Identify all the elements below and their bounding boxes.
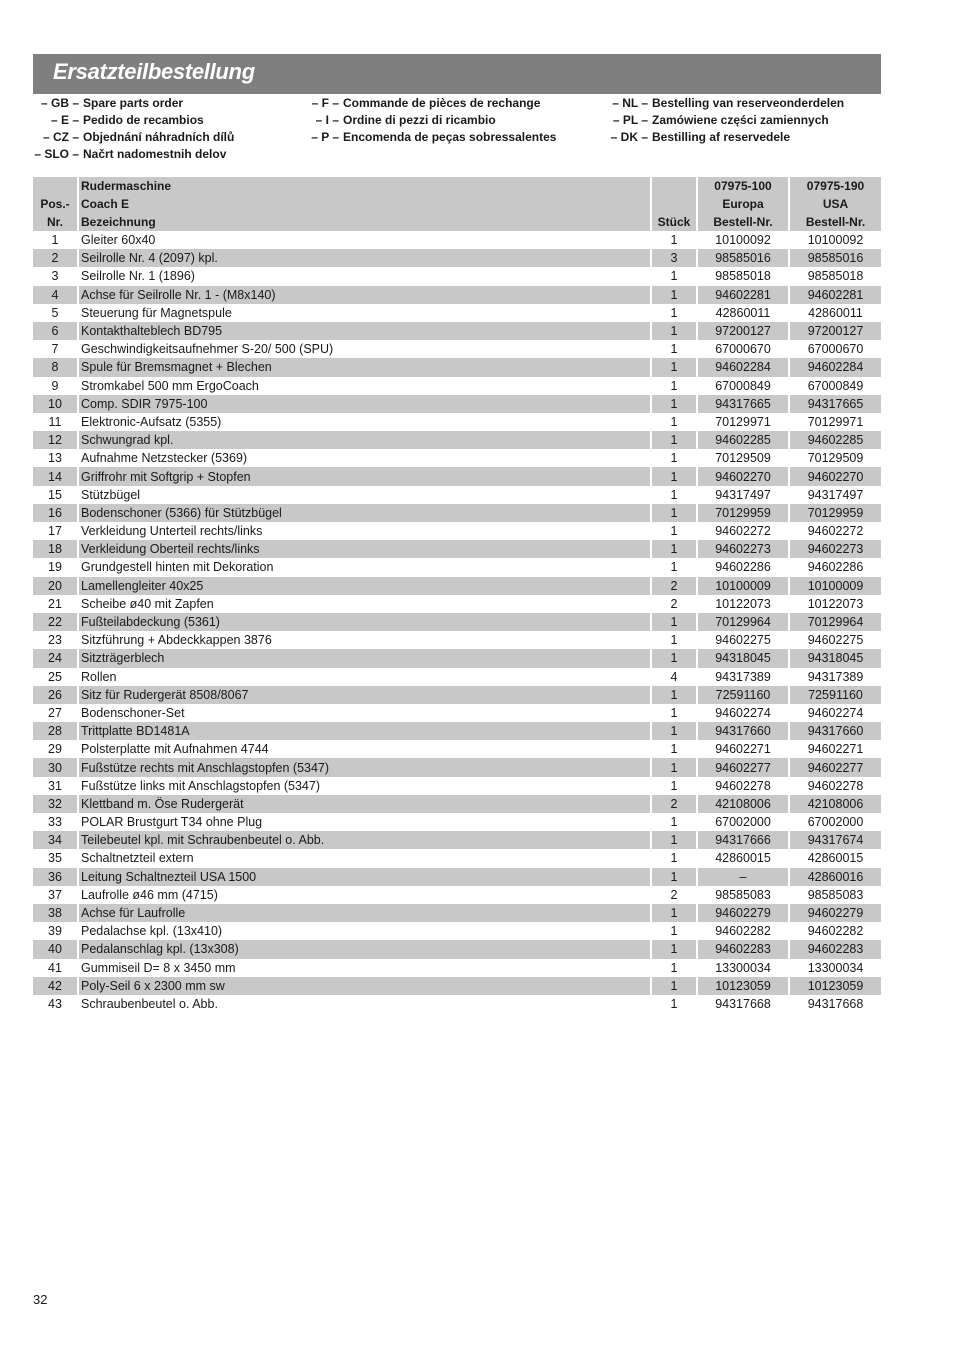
cell-pos: 39 <box>48 924 62 939</box>
cell-pos: 2 <box>33 249 78 267</box>
cell-usa-order-no: 42860011 <box>789 304 881 322</box>
cell-europe-order-no: 94602285 <box>697 431 789 449</box>
table-row <box>33 686 881 704</box>
cell-usa-order-no: 94317665 <box>789 395 881 413</box>
cell-europe-order-no: 94317666 <box>697 831 789 849</box>
table-row <box>33 922 881 940</box>
cell-europe-order-no: 94602283 <box>697 940 789 958</box>
table-row <box>33 467 881 485</box>
cell-usa-order-no: 67000670 <box>789 340 881 358</box>
cell-europe-order-no: 13300034 <box>697 959 789 977</box>
cell-europe-order-no: 72591160 <box>697 686 789 704</box>
cell-europe-order-no: 94602273 <box>697 540 789 558</box>
cell-pos: 34 <box>33 831 78 849</box>
table-row <box>33 868 881 886</box>
cell-pos: 27 <box>48 705 62 720</box>
cell-pos: 13 <box>48 451 62 466</box>
language-cz: – CZ – Objednání náhradních dílů <box>42 130 235 144</box>
table-row <box>33 995 881 1013</box>
cell-quantity: 1 <box>651 231 697 249</box>
cell-pos: 36 <box>33 868 78 886</box>
cell-pos: 1 <box>51 233 59 248</box>
cell-quantity: 1 <box>651 940 697 958</box>
cell-europe-order-no: 42860011 <box>697 304 789 322</box>
cell-description: Lamellengleiter 40x25 <box>78 577 651 595</box>
header-europe-order-no: 07975-100 Europa Bestell-Nr. <box>697 177 789 231</box>
table-row <box>33 777 881 795</box>
cell-europe-order-no: 94602282 <box>697 922 789 940</box>
cell-pos: 41 <box>48 960 62 975</box>
cell-europe-order-no: 94602271 <box>697 740 789 758</box>
cell-description: Gleiter 60x40 <box>78 231 651 249</box>
cell-usa-order-no: 94317668 <box>789 995 881 1013</box>
cell-quantity: 1 <box>651 377 697 395</box>
cell-usa-order-no: 10122073 <box>789 595 881 613</box>
cell-description: Sitz für Rudergerät 8508/8067 <box>78 686 651 704</box>
header-description: Rudermaschine Coach E Bezeichnung <box>78 177 651 231</box>
cell-quantity: 1 <box>651 358 697 376</box>
table-row <box>33 267 881 285</box>
cell-quantity: 1 <box>651 413 697 431</box>
cell-europe-order-no: 94602277 <box>697 758 789 776</box>
table-row <box>33 577 881 595</box>
cell-usa-order-no: 42860016 <box>789 868 881 886</box>
table-row <box>33 358 881 376</box>
cell-europe-order-no: 42860015 <box>697 849 789 867</box>
table-row <box>33 322 881 340</box>
cell-quantity: 1 <box>651 522 697 540</box>
cell-quantity: 1 <box>651 558 697 576</box>
cell-usa-order-no: 94602272 <box>789 522 881 540</box>
language-nl: – NL – Bestelling van reserveonderdelen <box>612 96 845 110</box>
cell-pos: 26 <box>33 686 78 704</box>
cell-europe-order-no: 98585016 <box>697 249 789 267</box>
cell-quantity: 1 <box>651 904 697 922</box>
cell-description: Fußteilabdeckung (5361) <box>78 613 651 631</box>
cell-europe-order-no: 94602274 <box>697 704 789 722</box>
cell-description: Klettband m. Öse Rudergerät <box>78 795 651 813</box>
cell-usa-order-no: 42860015 <box>789 849 881 867</box>
cell-description: Bodenschoner-Set <box>78 704 651 722</box>
table-row <box>33 631 881 649</box>
cell-europe-order-no: 10122073 <box>697 595 789 613</box>
cell-pos: 28 <box>33 722 78 740</box>
table-row <box>33 904 881 922</box>
language-p: – P – Encomenda de peças sobressalentes <box>311 130 557 144</box>
cell-description: Trittplatte BD1481A <box>78 722 651 740</box>
page-title: Ersatzteilbestellung <box>53 59 255 84</box>
cell-usa-order-no: 10100092 <box>789 231 881 249</box>
cell-europe-order-no: 94602286 <box>697 558 789 576</box>
cell-quantity: 1 <box>651 267 697 285</box>
cell-usa-order-no: 67000849 <box>789 377 881 395</box>
table-row <box>33 340 881 358</box>
cell-usa-order-no: 94602279 <box>789 904 881 922</box>
cell-description: Verkleidung Oberteil rechts/links <box>78 540 651 558</box>
cell-usa-order-no: 94602277 <box>789 758 881 776</box>
table-row <box>33 558 881 576</box>
cell-quantity: 1 <box>651 758 697 776</box>
title-bar <box>33 54 881 94</box>
cell-description: Schraubenbeutel o. Abb. <box>78 995 651 1013</box>
language-list <box>33 95 913 165</box>
cell-europe-order-no: 10100092 <box>697 231 789 249</box>
cell-pos: 35 <box>48 851 62 866</box>
table-row <box>33 449 881 467</box>
cell-quantity: 1 <box>651 777 697 795</box>
cell-pos: 43 <box>48 996 62 1011</box>
cell-pos: 42 <box>33 977 78 995</box>
table-row <box>33 231 881 249</box>
cell-quantity: 1 <box>651 977 697 995</box>
language-i: – I – Ordine di pezzi di ricambio <box>315 113 496 127</box>
cell-pos: 5 <box>51 305 59 320</box>
cell-quantity: 2 <box>651 595 697 613</box>
cell-pos: 23 <box>48 633 62 648</box>
table-row <box>33 940 881 958</box>
cell-usa-order-no: 13300034 <box>789 959 881 977</box>
cell-europe-order-no: 70129509 <box>697 449 789 467</box>
cell-usa-order-no: 42108006 <box>789 795 881 813</box>
cell-europe-order-no: 94317668 <box>697 995 789 1013</box>
cell-europe-order-no: 94317389 <box>697 668 789 686</box>
cell-pos: 19 <box>48 560 62 575</box>
cell-usa-order-no: 67002000 <box>789 813 881 831</box>
cell-europe-order-no: – <box>697 868 789 886</box>
cell-europe-order-no: 94602275 <box>697 631 789 649</box>
cell-description: Kontakthalteblech BD795 <box>78 322 651 340</box>
cell-usa-order-no: 10100009 <box>789 577 881 595</box>
cell-quantity: 1 <box>651 740 697 758</box>
cell-quantity: 1 <box>651 340 697 358</box>
cell-pos: 22 <box>33 613 78 631</box>
cell-description: Schaltnetzteil extern <box>78 849 651 867</box>
cell-pos: 21 <box>48 596 62 611</box>
table-row <box>33 613 881 631</box>
table-row <box>33 795 881 813</box>
cell-description: Seilrolle Nr. 4 (2097) kpl. <box>78 249 651 267</box>
cell-pos: 3 <box>51 269 59 284</box>
cell-description: Gummiseil D= 8 x 3450 mm <box>78 959 651 977</box>
cell-description: Comp. SDIR 7975-100 <box>78 395 651 413</box>
cell-pos: 6 <box>33 322 78 340</box>
cell-quantity: 1 <box>651 431 697 449</box>
table-row <box>33 977 881 995</box>
table-row <box>33 504 881 522</box>
cell-pos: 37 <box>48 887 62 902</box>
cell-quantity: 4 <box>651 668 697 686</box>
cell-quantity: 1 <box>651 286 697 304</box>
table-row <box>33 595 881 613</box>
cell-usa-order-no: 98585016 <box>789 249 881 267</box>
cell-europe-order-no: 94602278 <box>697 777 789 795</box>
cell-pos: 40 <box>33 940 78 958</box>
cell-usa-order-no: 70129959 <box>789 504 881 522</box>
cell-europe-order-no: 94317497 <box>697 486 789 504</box>
table-row <box>33 249 881 267</box>
cell-usa-order-no: 94602285 <box>789 431 881 449</box>
cell-pos: 38 <box>33 904 78 922</box>
cell-pos: 20 <box>33 577 78 595</box>
cell-description: Laufrolle ø46 mm (4715) <box>78 886 651 904</box>
cell-description: Achse für Laufrolle <box>78 904 651 922</box>
cell-description: Fußstütze links mit Anschlagstopfen (5347) <box>78 777 651 795</box>
cell-quantity: 1 <box>651 467 697 485</box>
cell-pos: 18 <box>33 540 78 558</box>
cell-usa-order-no: 94602270 <box>789 467 881 485</box>
cell-usa-order-no: 70129509 <box>789 449 881 467</box>
cell-usa-order-no: 94602275 <box>789 631 881 649</box>
language-slo: – SLO – Načrt nadomestnih delov <box>34 147 227 161</box>
language-gb: – GB – Spare parts order <box>40 96 184 110</box>
cell-usa-order-no: 94317497 <box>789 486 881 504</box>
cell-quantity: 1 <box>651 395 697 413</box>
table-row <box>33 649 881 667</box>
table-row <box>33 486 881 504</box>
cell-description: Aufnahme Netzstecker (5369) <box>78 449 651 467</box>
language-e: – E – Pedido de recambios <box>50 113 204 127</box>
table-row <box>33 704 881 722</box>
cell-europe-order-no: 94317660 <box>697 722 789 740</box>
table-row <box>33 413 881 431</box>
cell-usa-order-no: 70129971 <box>789 413 881 431</box>
cell-description: Rollen <box>78 668 651 686</box>
cell-quantity: 1 <box>651 959 697 977</box>
cell-europe-order-no: 70129971 <box>697 413 789 431</box>
table-row <box>33 849 881 867</box>
cell-description: Seilrolle Nr. 1 (1896) <box>78 267 651 285</box>
cell-description: Achse für Seilrolle Nr. 1 - (M8x140) <box>78 286 651 304</box>
cell-pos: 25 <box>48 669 62 684</box>
cell-quantity: 2 <box>651 886 697 904</box>
cell-pos: 11 <box>48 414 62 429</box>
cell-pos: 33 <box>48 815 62 830</box>
cell-description: Grundgestell hinten mit Dekoration <box>78 558 651 576</box>
cell-quantity: 1 <box>651 449 697 467</box>
cell-description: Fußstütze rechts mit Anschlagstopfen (5347) <box>78 758 651 776</box>
language-dk: – DK – Bestilling af reservedele <box>610 130 791 144</box>
table-row <box>33 304 881 322</box>
table-row <box>33 813 881 831</box>
cell-pos: 32 <box>33 795 78 813</box>
cell-pos: 7 <box>51 342 59 357</box>
cell-description: Pedalanschlag kpl. (13x308) <box>78 940 651 958</box>
table-row <box>33 377 881 395</box>
cell-pos: 30 <box>33 758 78 776</box>
cell-europe-order-no: 70129959 <box>697 504 789 522</box>
table-header-row <box>33 177 881 231</box>
table-row <box>33 758 881 776</box>
cell-quantity: 1 <box>651 631 697 649</box>
cell-description: Elektronic-Aufsatz (5355) <box>78 413 651 431</box>
cell-description: Bodenschoner (5366) für Stützbügel <box>78 504 651 522</box>
cell-usa-order-no: 94602286 <box>789 558 881 576</box>
table-row <box>33 540 881 558</box>
cell-usa-order-no: 94602271 <box>789 740 881 758</box>
cell-quantity: 1 <box>651 486 697 504</box>
cell-quantity: 1 <box>651 722 697 740</box>
cell-description: Steuerung für Magnetspule <box>78 304 651 322</box>
cell-quantity: 1 <box>651 649 697 667</box>
cell-usa-order-no: 94602274 <box>789 704 881 722</box>
table-row <box>33 286 881 304</box>
cell-pos: 8 <box>33 358 78 376</box>
cell-usa-order-no: 94602284 <box>789 358 881 376</box>
cell-usa-order-no: 94317660 <box>789 722 881 740</box>
language-f: – F – Commande de pièces de rechange <box>311 96 541 110</box>
cell-pos: 31 <box>48 778 62 793</box>
cell-europe-order-no: 67002000 <box>697 813 789 831</box>
cell-description: Griffrohr mit Softgrip + Stopfen <box>78 467 651 485</box>
parts-table <box>33 177 881 1013</box>
table-row <box>33 722 881 740</box>
cell-europe-order-no: 10100009 <box>697 577 789 595</box>
table-row <box>33 668 881 686</box>
cell-europe-order-no: 70129964 <box>697 613 789 631</box>
cell-usa-order-no: 94602283 <box>789 940 881 958</box>
cell-description: Scheibe ø40 mit Zapfen <box>78 595 651 613</box>
cell-description: Spule für Bremsmagnet + Blechen <box>78 358 651 376</box>
cell-europe-order-no: 94602279 <box>697 904 789 922</box>
cell-description: Stromkabel 500 mm ErgoCoach <box>78 377 651 395</box>
cell-quantity: 3 <box>651 249 697 267</box>
cell-europe-order-no: 10123059 <box>697 977 789 995</box>
cell-quantity: 1 <box>651 922 697 940</box>
cell-pos: 24 <box>33 649 78 667</box>
cell-description: POLAR Brustgurt T34 ohne Plug <box>78 813 651 831</box>
cell-europe-order-no: 67000849 <box>697 377 789 395</box>
cell-description: Leitung Schaltnezteil USA 1500 <box>78 868 651 886</box>
cell-quantity: 1 <box>651 831 697 849</box>
cell-description: Sitzführung + Abdeckkappen 3876 <box>78 631 651 649</box>
cell-description: Pedalachse kpl. (13x410) <box>78 922 651 940</box>
cell-europe-order-no: 94602281 <box>697 286 789 304</box>
cell-pos: 17 <box>48 524 62 539</box>
table-row <box>33 959 881 977</box>
cell-description: Sitzträgerblech <box>78 649 651 667</box>
cell-quantity: 1 <box>651 304 697 322</box>
cell-europe-order-no: 94602270 <box>697 467 789 485</box>
cell-europe-order-no: 94317665 <box>697 395 789 413</box>
cell-quantity: 2 <box>651 795 697 813</box>
cell-europe-order-no: 42108006 <box>697 795 789 813</box>
cell-europe-order-no: 94318045 <box>697 649 789 667</box>
cell-quantity: 1 <box>651 322 697 340</box>
cell-usa-order-no: 94317389 <box>789 668 881 686</box>
cell-europe-order-no: 94602284 <box>697 358 789 376</box>
table-row <box>33 395 881 413</box>
header-usa-order-no: 07975-190 USA Bestell-Nr. <box>789 177 881 231</box>
cell-description: Geschwindigkeitsaufnehmer S-20/ 500 (SPU) <box>78 340 651 358</box>
cell-pos: 12 <box>33 431 78 449</box>
cell-quantity: 1 <box>651 995 697 1013</box>
cell-europe-order-no: 98585083 <box>697 886 789 904</box>
cell-usa-order-no: 10123059 <box>789 977 881 995</box>
cell-quantity: 1 <box>651 540 697 558</box>
header-pos: Pos.- Nr. <box>33 177 78 231</box>
cell-pos: 15 <box>48 487 62 502</box>
table-row <box>33 886 881 904</box>
cell-quantity: 1 <box>651 849 697 867</box>
cell-quantity: 1 <box>651 686 697 704</box>
cell-description: Teilebeutel kpl. mit Schraubenbeutel o. Abb. <box>78 831 651 849</box>
cell-pos: 10 <box>33 395 78 413</box>
page-number: 32 <box>33 1292 48 1307</box>
cell-europe-order-no: 67000670 <box>697 340 789 358</box>
cell-europe-order-no: 98585018 <box>697 267 789 285</box>
cell-quantity: 1 <box>651 504 697 522</box>
cell-usa-order-no: 94602273 <box>789 540 881 558</box>
cell-usa-order-no: 94602281 <box>789 286 881 304</box>
table-row <box>33 431 881 449</box>
cell-pos: 16 <box>33 504 78 522</box>
cell-usa-order-no: 94602282 <box>789 922 881 940</box>
cell-usa-order-no: 70129964 <box>789 613 881 631</box>
cell-quantity: 1 <box>651 813 697 831</box>
cell-europe-order-no: 97200127 <box>697 322 789 340</box>
cell-usa-order-no: 98585083 <box>789 886 881 904</box>
cell-pos: 4 <box>33 286 78 304</box>
cell-description: Polsterplatte mit Aufnahmen 4744 <box>78 740 651 758</box>
cell-quantity: 1 <box>651 704 697 722</box>
cell-quantity: 1 <box>651 868 697 886</box>
cell-europe-order-no: 94602272 <box>697 522 789 540</box>
cell-usa-order-no: 94602278 <box>789 777 881 795</box>
cell-pos: 14 <box>33 467 78 485</box>
cell-pos: 29 <box>48 742 62 757</box>
cell-usa-order-no: 97200127 <box>789 322 881 340</box>
cell-pos: 9 <box>51 378 59 393</box>
header-quantity: Stück <box>651 177 697 231</box>
table-row <box>33 740 881 758</box>
cell-description: Stützbügel <box>78 486 651 504</box>
cell-quantity: 2 <box>651 577 697 595</box>
table-row <box>33 522 881 540</box>
language-pl: – PL – Zamówiene części zamiennych <box>612 113 829 127</box>
cell-description: Schwungrad kpl. <box>78 431 651 449</box>
cell-usa-order-no: 72591160 <box>789 686 881 704</box>
cell-usa-order-no: 94317674 <box>789 831 881 849</box>
cell-quantity: 1 <box>651 613 697 631</box>
cell-description: Verkleidung Unterteil rechts/links <box>78 522 651 540</box>
cell-description: Poly-Seil 6 x 2300 mm sw <box>78 977 651 995</box>
table-row <box>33 831 881 849</box>
cell-usa-order-no: 94318045 <box>789 649 881 667</box>
cell-usa-order-no: 98585018 <box>789 267 881 285</box>
